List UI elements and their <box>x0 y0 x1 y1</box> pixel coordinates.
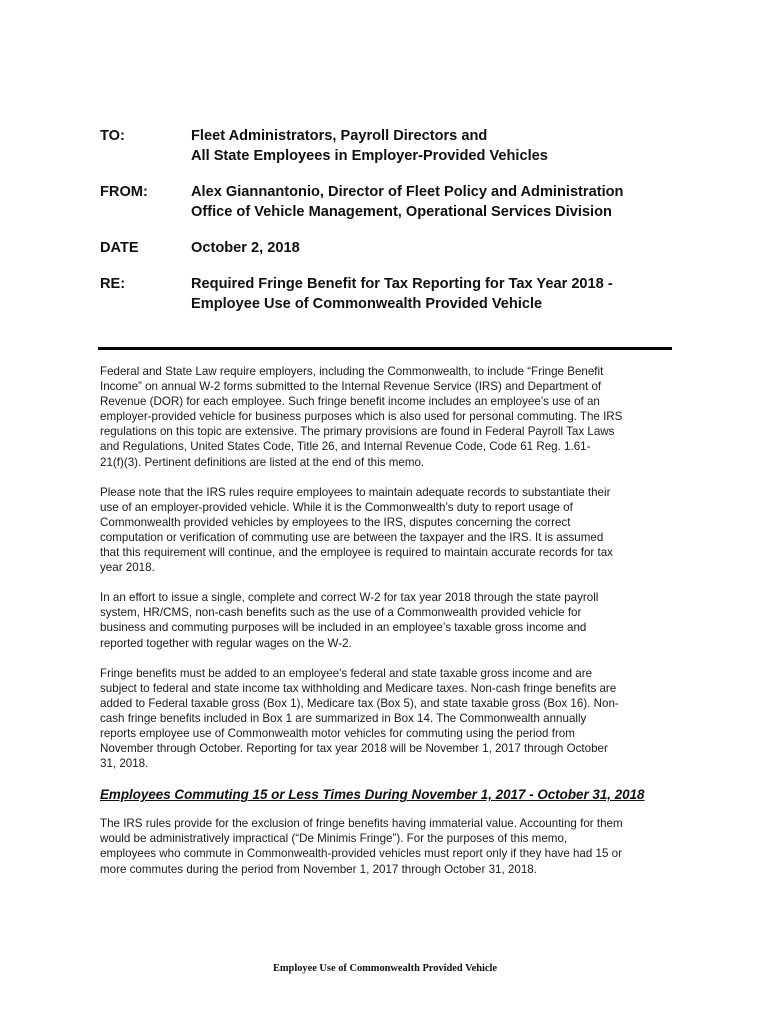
re-line: Required Fringe Benefit for Tax Reporting for Tax Year 2018 - <box>191 276 613 292</box>
paragraph-w2-reporting <box>100 590 670 650</box>
date-label: DATE <box>100 240 139 256</box>
from-label: FROM: <box>100 184 148 200</box>
paragraph-line: 21(f)(3). Pertinent definitions are listed at the end of this memo. <box>100 455 425 469</box>
paragraph-line: November through October. Reporting for tax year 2018 will be November 1, 2017 through October <box>100 742 608 756</box>
memo-header <box>100 126 675 314</box>
paragraph-line: employees who commute in Commonwealth-provided vehicles must report only if they have had 15 or <box>100 847 622 861</box>
to-row <box>100 126 675 166</box>
paragraph-line: subject to federal and state income tax withholding and Medicare taxes. Non-cash fringe benefits are <box>100 681 617 695</box>
paragraph-line: would be administratively impractical (“De Minimis Fringe”). For the purposes of this memo, <box>100 832 568 846</box>
date-value: October 2, 2018 <box>191 240 300 256</box>
re-line: Employee Use of Commonwealth Provided Vehicle <box>191 296 543 312</box>
paragraph-line: Commonwealth provided vehicles by employees to the IRS, disputes concerning the correct <box>100 515 571 529</box>
paragraph-line: that this requirement will continue, and the employee is required to maintain accurate records for tax <box>100 546 613 560</box>
paragraph-line: more commutes during the period from November 1, 2017 through October 31, 2018. <box>100 862 537 876</box>
paragraph-line: use of an employer-provided vehicle. While it is the Commonwealth’s duty to report usage of <box>100 500 573 514</box>
re-value <box>191 274 675 314</box>
paragraph-line: Federal and State Law require employers, including the Commonwealth, to include “Fringe Benefit <box>100 365 604 378</box>
to-label: TO: <box>100 128 125 144</box>
to-line: Fleet Administrators, Payroll Directors and <box>191 128 488 144</box>
paragraph-line: reported together with regular wages on the W-2. <box>100 636 352 650</box>
from-line: Office of Vehicle Management, Operational Services Division <box>191 204 612 220</box>
from-value <box>191 182 675 222</box>
to-value <box>191 126 675 166</box>
paragraph-line: system, HR/CMS, non-cash benefits such as the use of a Commonwealth provided vehicle for <box>100 606 582 620</box>
paragraph-line: cash fringe benefits included in Box 1 are summarized in Box 14. The Commonwealth annually <box>100 711 587 725</box>
header-divider <box>98 347 672 350</box>
paragraph-line: and Regulations, United States Code, Title 26, and Internal Revenue Code, Code 61 Reg. 1.61- <box>100 440 591 454</box>
paragraph-line: The IRS rules provide for the exclusion of fringe benefits having immaterial value. Accounting for them <box>100 817 623 831</box>
paragraph-line: employer-provided vehicle for business purposes which is also used for personal commuting. The IRS <box>100 410 623 424</box>
paragraph-line: Fringe benefits must be added to an employee's federal and state taxable gross income and are <box>100 666 593 680</box>
paragraph-line: Revenue (DOR) for each employee. Such fringe benefit income includes an employee’s use of an <box>100 395 600 409</box>
page-footer: Employee Use of Commonwealth Provided Vehicle <box>272 963 498 974</box>
date-row <box>100 238 675 258</box>
from-row <box>100 182 675 222</box>
paragraph-de-minimis <box>100 816 670 876</box>
paragraph-line: business and commuting purposes will be included in an employee’s taxable gross income and <box>100 621 587 635</box>
paragraph-fringe-benefits <box>100 666 670 772</box>
paragraph-line: Please note that the IRS rules require employees to maintain adequate records to substantiate their <box>100 485 611 499</box>
from-line: Alex Giannantonio, Director of Fleet Policy and Administration <box>191 184 624 200</box>
paragraph-line: reports employee use of Commonwealth motor vehicles for commuting using the period from <box>100 726 575 740</box>
memo-body <box>100 364 670 892</box>
paragraph-line: In an effort to issue a single, complete and correct W-2 for tax year 2018 through the state payroll <box>100 591 599 605</box>
re-row <box>100 274 675 314</box>
paragraph-line: 31, 2018. <box>100 757 149 771</box>
section-heading: Employees Commuting 15 or Less Times During November 1, 2017 - October 31, 2018 <box>100 787 645 803</box>
re-label: RE: <box>100 276 126 292</box>
to-line: All State Employees in Employer-Provided Vehicles <box>191 148 548 164</box>
paragraph-record-keeping <box>100 485 670 576</box>
paragraph-line: year 2018. <box>100 561 155 575</box>
paragraph-line: computation or verification of commuting use are between the taxpayer and the IRS. It is assumed <box>100 530 604 544</box>
paragraph-line: Income” on annual W-2 forms submitted to the Internal Revenue Service (IRS) and Department of <box>100 380 602 394</box>
paragraph-line: regulations on this topic are extensive. The primary provisions are found in Federal Payroll Tax Laws <box>100 425 615 439</box>
paragraph-line: added to Federal taxable gross (Box 1), Medicare tax (Box 5), and state taxable gross (Box 16). Non- <box>100 696 619 710</box>
paragraph-legal-requirement <box>100 364 670 470</box>
